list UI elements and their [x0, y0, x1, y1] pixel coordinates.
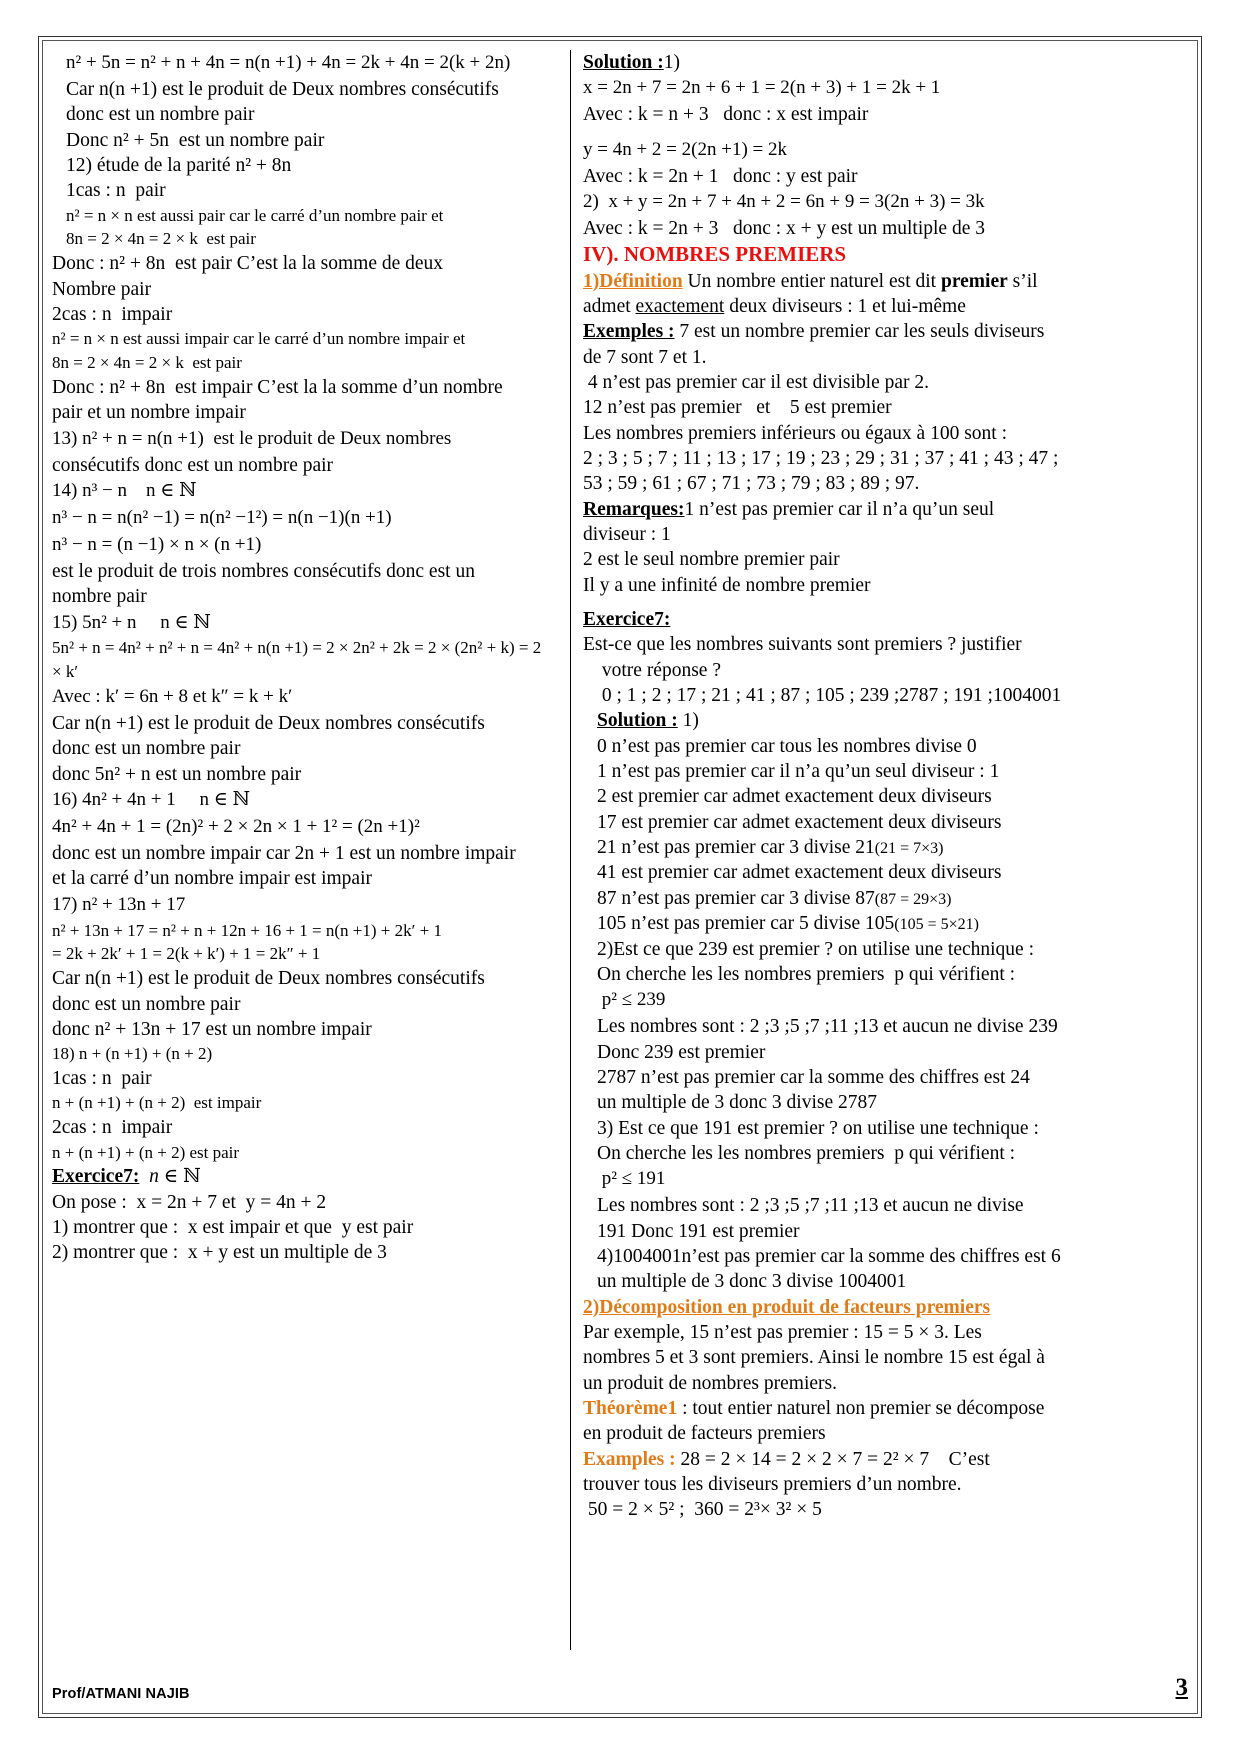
- text-line: 17 est premier car admet exactement deux diviseurs: [597, 811, 1002, 833]
- text-line: Les nombres sont : 2 ;3 ;5 ;7 ;11 ;13 et aucun ne divise 239: [597, 1016, 1058, 1038]
- definition-text: Un nombre entier naturel est dit: [682, 270, 941, 292]
- text-line: [583, 886, 1082, 911]
- text-line: 1) montrer que : x est impair et que y est pair: [52, 1217, 414, 1239]
- remarks-text: 1 n’est pas premier car il n’a qu’un seul: [684, 498, 995, 520]
- text-line: Avec : k = 2n + 1 donc : y est pair: [583, 165, 858, 187]
- text-line: votre réponse ?: [597, 659, 721, 681]
- text-line: Nombre pair: [52, 278, 152, 300]
- text-line: 2)Est ce que 239 est premier ? on utilise une technique :: [597, 938, 1034, 960]
- examples2-text: 28 = 2 × 14 = 2 × 2 × 7 = 2² × 7 C’est: [675, 1448, 990, 1470]
- math-line: Avec : k′ = 6n + 8 et k″ = k + k′: [52, 686, 293, 708]
- text-line: On pose : x = 2n + 7 et y = 4n + 2: [52, 1191, 327, 1213]
- text-line: Car n(n +1) est le produit de Deux nombres consécutifs: [66, 78, 499, 100]
- premier-bold: premier: [940, 270, 1008, 292]
- text-line: 12) étude de la parité n² + 8n: [66, 155, 292, 176]
- section-title-nombres-premiers: IV). NOMBRES PREMIERS: [583, 242, 847, 267]
- math-line: 8n = 2 × 4n = 2 × k est pair: [66, 229, 256, 249]
- math-line: n² = n × n est aussi pair car le carré d’un nombre pair et: [66, 205, 444, 225]
- math-line: n² + 5n = n² + n + 4n = n(n +1) + 4n = 2k + 4n = 2(k + 2n): [66, 52, 511, 73]
- admet-text: admet: [583, 295, 636, 317]
- math-line: 5n² + n = 4n² + n² + n = 4n² + n(n +1) = 2 × 2n² + 2k = 2 × (2n² + k) = 2 × k′: [52, 638, 546, 682]
- text-line: Donc : n² + 8n est impair C’est la la somme d’un nombre: [52, 376, 503, 398]
- text-line: de 7 sont 7 et 1.: [583, 346, 707, 368]
- text-line: donc est un nombre impair car 2n + 1 est un nombre impair: [52, 843, 516, 864]
- number-list-line: 0 ; 1 ; 2 ; 17 ; 21 ; 41 ; 87 ; 105 ; 239 ;2787 ; 191 ;1004001: [597, 685, 1062, 707]
- remarks-line: [583, 497, 1082, 522]
- math-line: = 2k + 2k′ + 1 = 2(k + k′) + 1 = 2k″ + 1: [52, 944, 321, 964]
- solution-heading-1: [583, 50, 1082, 75]
- right-column: [570, 50, 1082, 1650]
- text-line: Les nombres sont : 2 ;3 ;5 ;7 ;11 ;13 et aucun ne divise: [597, 1195, 1024, 1217]
- solution-label: Solution :: [583, 52, 664, 73]
- definition-line-2: [583, 294, 1082, 319]
- math-line: p² ≤ 239: [597, 989, 666, 1011]
- definition-tail-2: deux diviseurs : 1 et lui-même: [724, 295, 966, 317]
- factor-note-87: (87 = 29×3): [874, 890, 952, 908]
- definition-tail: s’il: [1007, 270, 1038, 292]
- math-line: n + (n +1) + (n + 2) est impair: [52, 1093, 262, 1113]
- text-line: 41 est premier car admet exactement deux diviseurs: [597, 862, 1002, 884]
- math-line: n + (n +1) + (n + 2) est pair: [52, 1142, 240, 1162]
- exercice7-heading-left: [52, 1164, 554, 1189]
- text-line: 1 n’est pas premier car il n’a qu’un seul diviseur : 1: [597, 761, 1000, 783]
- footer-page-number: 3: [1175, 1674, 1188, 1701]
- solution-heading-2: [583, 708, 1082, 733]
- definition-label: 1)Définition: [583, 270, 683, 292]
- text-line: 3) Est ce que 191 est premier ? on utilise une technique :: [597, 1117, 1039, 1139]
- text-line: 4)1004001n’est pas premier car la somme des chiffres est 6: [597, 1245, 1061, 1267]
- text-line: consécutifs donc est un nombre pair: [52, 454, 334, 476]
- text-line: Car n(n +1) est le produit de Deux nombres consécutifs: [52, 713, 485, 735]
- examples-text: 7 est un nombre premier car les seuls diviseurs: [674, 321, 1045, 343]
- math-line: 14) n³ − n n ∈ ℕ: [52, 479, 197, 501]
- math-line: 16) 4n² + 4n + 1 n ∈ ℕ: [52, 789, 250, 811]
- prime-list-line-2: 53 ; 59 ; 61 ; 67 ; 71 ; 73 ; 79 ; 83 ; 89 ; 97.: [583, 473, 920, 495]
- text-line: Avec : k = n + 3 donc : x est impair: [583, 104, 869, 126]
- text-line: 2cas : n impair: [52, 1117, 173, 1139]
- text-line: Avec : k = 2n + 3 donc : x + y est un multiple de 3: [583, 217, 985, 239]
- text-line: Il y a une infinité de nombre premier: [583, 574, 871, 596]
- text-line: Par exemple, 15 n’est pas premier : 15 = 5 × 3. Les: [583, 1321, 982, 1343]
- examples-label: Exemples :: [583, 321, 675, 343]
- math-line: 4n² + 4n + 1 = (2n)² + 2 × 2n × 1 + 1² = (2n +1)²: [52, 816, 420, 838]
- prime-list-line-1: 2 ; 3 ; 5 ; 7 ; 11 ; 13 ; 17 ; 19 ; 23 ; 29 ; 31 ; 37 ; 41 ; 43 ; 47 ;: [583, 447, 1059, 469]
- text-line: diviseur : 1: [583, 524, 671, 546]
- text-line: [583, 835, 1082, 860]
- text-line: 50 = 2 × 5² ; 360 = 2³× 3² × 5: [583, 1499, 822, 1521]
- text-line: trouver tous les diviseurs premiers d’un nombre.: [583, 1473, 962, 1495]
- text-line: 2787 n’est pas premier car la somme des chiffres est 24: [597, 1066, 1030, 1088]
- text-line: pair et un nombre impair: [52, 402, 246, 424]
- text-line: Est-ce que les nombres suivants sont premiers ? justifier: [583, 634, 1022, 656]
- text-line: 0 n’est pas premier car tous les nombres divise 0: [597, 735, 977, 757]
- text-line: 191 Donc 191 est premier: [597, 1220, 800, 1242]
- exercice7-label: Exercice7:: [52, 1166, 140, 1188]
- text-line: un multiple de 3 donc 3 divise 1004001: [597, 1271, 907, 1293]
- math-line: y = 4n + 2 = 2(2n +1) = 2k: [583, 138, 787, 160]
- theorem-text: : tout entier naturel non premier se décompose: [677, 1397, 1045, 1419]
- left-column: [52, 50, 562, 1650]
- text-line: donc n² + 13n + 17 est un nombre impair: [52, 1018, 372, 1040]
- math-line: x = 2n + 7 = 2n + 6 + 1 = 2(n + 3) + 1 = 2k + 1: [583, 77, 941, 99]
- math-line: n³ − n = (n −1) × n × (n +1): [52, 533, 262, 555]
- examples2-label: Examples :: [583, 1448, 676, 1470]
- factor-note-21: (21 = 7×3): [874, 840, 944, 858]
- math-line: n³ − n = n(n² −1) = n(n² −1²) = n(n −1)(n +1): [52, 506, 392, 528]
- spacer: [583, 598, 1082, 607]
- theorem-line: [583, 1396, 1082, 1421]
- text-line: nombres 5 et 3 sont premiers. Ainsi le nombre 15 est égal à: [583, 1347, 1045, 1369]
- text-line: Les nombres premiers inférieurs ou égaux à 100 sont :: [583, 422, 1008, 444]
- text-line: nombre pair: [52, 586, 147, 608]
- math-line: 15) 5n² + n n ∈ ℕ: [52, 611, 211, 633]
- text-line: donc 5n² + n est un nombre pair: [52, 763, 302, 785]
- text-line: 12 n’est pas premier et 5 est premier: [583, 397, 892, 419]
- exactement-underlined: exactement: [635, 295, 725, 317]
- examples-line: [583, 319, 1082, 344]
- text-line: donc est un nombre pair: [66, 104, 255, 126]
- solution-label-2: Solution :: [597, 710, 678, 732]
- solution-part: 1): [663, 52, 680, 73]
- spacer: [583, 128, 1082, 137]
- exercice7-heading-right: Exercice7:: [583, 609, 671, 631]
- definition-line: [583, 269, 1082, 294]
- text-line: [583, 911, 1082, 936]
- decomposition-heading: 2)Décomposition en produit de facteurs premiers: [583, 1296, 991, 1318]
- math-line: p² ≤ 191: [597, 1168, 666, 1190]
- math-line: n² + 13n + 17 = n² + n + 12n + 16 + 1 = n(n +1) + 2k′ + 1: [52, 920, 442, 940]
- text-line: 2 est premier car admet exactement deux diviseurs: [597, 786, 992, 808]
- stmt-87: 87 n’est pas premier car 3 divise 87: [597, 887, 875, 909]
- math-line: n² = n × n est aussi impair car le carré d’un nombre impair et: [52, 329, 466, 349]
- text-line: On cherche les les nombres premiers p qui vérifient :: [597, 1142, 1016, 1164]
- exercice7-domain: n ∈ ℕ: [149, 1166, 201, 1188]
- text-line: Donc n² + 5n est un nombre pair: [66, 129, 325, 151]
- math-line: 17) n² + 13n + 17: [52, 893, 186, 915]
- text-line: en produit de facteurs premiers: [583, 1423, 826, 1445]
- footer-author: Prof/ATMANI NAJIB: [52, 1686, 190, 1702]
- text-line: 1cas : n pair: [52, 1068, 152, 1090]
- text-line: 4 n’est pas premier car il est divisible par 2.: [583, 371, 930, 393]
- stmt-105: 105 n’est pas premier car 5 divise 105: [597, 913, 895, 935]
- remarks-label: Remarques:: [583, 498, 685, 520]
- math-line: 2) x + y = 2n + 7 + 4n + 2 = 6n + 9 = 3(2n + 3) = 3k: [583, 190, 985, 212]
- factor-note-105: (105 = 5×21): [894, 916, 979, 934]
- page-content: [52, 50, 1188, 1650]
- math-line: 13) n² + n = n(n +1) est le produit de Deux nombres: [52, 427, 452, 449]
- text-line: est le produit de trois nombres consécutifs donc est un: [52, 560, 475, 582]
- text-line: donc est un nombre pair: [52, 738, 241, 760]
- text-line: 1cas : n pair: [66, 180, 166, 202]
- text-line: 2) montrer que : x + y est un multiple de 3: [52, 1242, 387, 1264]
- text-line: un multiple de 3 donc 3 divise 2787: [597, 1092, 878, 1114]
- math-line: 8n = 2 × 4n = 2 × k est pair: [52, 353, 242, 373]
- solution-part-2: 1): [677, 710, 699, 732]
- text-line: et la carré d’un nombre impair est impair: [52, 868, 372, 890]
- text-line: 2cas : n impair: [52, 303, 173, 325]
- text-line: Donc : n² + 8n est pair C’est la la somme de deux: [52, 253, 444, 275]
- examples2-line: [583, 1447, 1082, 1472]
- stmt-21: 21 n’est pas premier car 3 divise 21: [597, 837, 875, 859]
- text-line: 2 est le seul nombre premier pair: [583, 549, 840, 571]
- text-line: Car n(n +1) est le produit de Deux nombres consécutifs: [52, 968, 485, 990]
- text-line: donc est un nombre pair: [52, 993, 241, 1015]
- text-line: un produit de nombres premiers.: [583, 1372, 837, 1394]
- text-line: On cherche les les nombres premiers p qui vérifient :: [597, 963, 1016, 985]
- text-line: Donc 239 est premier: [597, 1041, 766, 1063]
- page-footer: [52, 1674, 1188, 1702]
- math-line: 18) n + (n +1) + (n + 2): [52, 1044, 213, 1064]
- theorem-label: Théorème1: [583, 1397, 678, 1419]
